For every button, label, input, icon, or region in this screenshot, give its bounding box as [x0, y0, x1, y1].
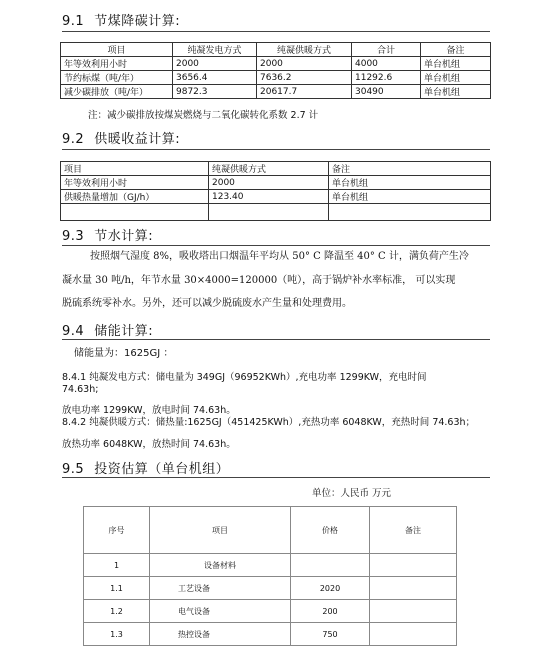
section-9-5-heading — [62, 458, 229, 477]
table-cell — [370, 554, 457, 577]
table-cell: 单台机组 — [329, 176, 491, 190]
table-row — [61, 85, 491, 99]
heating-mode-line: 放热功率 6048KW，放热时间 74.63h。 — [62, 439, 236, 450]
water-paragraph-line: 凝水量 30 吨/h，年节水量 30×4000=120000（吨），高于锅炉补水率标准， 可以实现 — [62, 275, 456, 286]
table-cell: 单台机组 — [421, 57, 491, 71]
table-row — [84, 554, 457, 577]
table-row — [84, 600, 457, 623]
table-cell — [370, 577, 457, 600]
power-mode-line: 74.63h; — [62, 384, 99, 395]
heading-rule — [62, 149, 490, 150]
header-cell: 纯凝供暖方式 — [209, 162, 329, 176]
table-cell: 年等效利用小时 — [61, 176, 209, 190]
table-cell: 1.3 — [84, 623, 150, 646]
table-cell: 热控设备 — [150, 623, 291, 646]
water-paragraph-line: 脱硫系统零补水。另外，还可以减少脱硫废水产生量和处理费用。 — [62, 298, 352, 309]
section-title: 投资估算（单台机组） — [94, 462, 230, 477]
table-header-row — [84, 507, 457, 554]
header-cell: 备注 — [421, 43, 491, 57]
table-cell: 2000 — [257, 57, 352, 71]
section-9-1-heading — [62, 10, 180, 29]
section-number: 9.4 — [62, 324, 85, 339]
table-cell: 供暖热量增加（GJ/h） — [61, 190, 209, 204]
table-cell: 4000 — [352, 57, 421, 71]
section-number: 9.3 — [62, 229, 85, 244]
table-cell: 1.2 — [84, 600, 150, 623]
heading-rule — [62, 31, 490, 32]
section-title: 节煤降碳计算: — [94, 14, 181, 29]
section-number: 9.5 — [62, 462, 85, 477]
header-cell: 价格 — [291, 507, 370, 554]
table-cell: 工艺设备 — [150, 577, 291, 600]
heating-revenue-table — [60, 161, 491, 221]
table-cell: 2000 — [209, 176, 329, 190]
table-cell: 年等效利用小时 — [61, 57, 173, 71]
table-cell: 电气设备 — [150, 600, 291, 623]
heating-mode-line: 8.4.2 纯凝供暖方式：储热量:1625GJ（451425KWh）,充热功率 6048KW，充热时间 74.63h； — [62, 417, 476, 428]
table-cell — [329, 204, 491, 221]
table-cell — [209, 204, 329, 221]
table-cell: 减少碳排放（吨/年） — [61, 85, 173, 99]
table-cell: 设备材料 — [150, 554, 291, 577]
table-cell: 7636.2 — [257, 71, 352, 85]
table-row — [61, 176, 491, 190]
section-9-2-heading — [62, 128, 180, 147]
header-cell: 项目 — [61, 43, 173, 57]
section-title: 供暖收益计算: — [94, 132, 181, 147]
header-cell: 备注 — [329, 162, 491, 176]
table-cell: 9872.3 — [173, 85, 257, 99]
table-cell: 1 — [84, 554, 150, 577]
table-row — [61, 57, 491, 71]
table-header-row — [61, 43, 491, 57]
section-number: 9.2 — [62, 132, 85, 147]
power-mode-line: 放电功率 1299KW，放电时间 74.63h。 — [62, 405, 236, 416]
table-cell: 3656.4 — [173, 71, 257, 85]
power-mode-line: 8.4.1 纯凝发电方式：储电量为 349GJ（96952KWh）,充电功率 1299KW，充电时间 — [62, 372, 427, 383]
section-title: 节水计算: — [94, 229, 154, 244]
unit-label: 单位：人民币 万元 — [312, 488, 392, 499]
investment-table — [83, 506, 457, 646]
table-cell: 2000 — [173, 57, 257, 71]
section-9-3-heading — [62, 225, 153, 244]
header-cell: 项目 — [150, 507, 291, 554]
header-cell: 备注 — [370, 507, 457, 554]
table-row — [84, 623, 457, 646]
table-cell: 单台机组 — [421, 71, 491, 85]
table-cell: 11292.6 — [352, 71, 421, 85]
section-9-4-heading — [62, 320, 153, 339]
table-cell: 123.40 — [209, 190, 329, 204]
header-cell: 序号 — [84, 507, 150, 554]
table-row — [61, 71, 491, 85]
heading-rule — [62, 477, 490, 478]
table-cell: 200 — [291, 600, 370, 623]
table-row — [61, 190, 491, 204]
table-cell: 1.1 — [84, 577, 150, 600]
table-cell: 单台机组 — [421, 85, 491, 99]
table-cell: 单台机组 — [329, 190, 491, 204]
table-cell: 节约标煤（吨/年） — [61, 71, 173, 85]
carbon-saving-table — [60, 42, 491, 99]
header-cell: 合计 — [352, 43, 421, 57]
table-cell: 20617.7 — [257, 85, 352, 99]
table-header-row — [61, 162, 491, 176]
water-paragraph-line: 按照烟气湿度 8%，吸收塔出口烟温年平均从 50° C 降温至 40° C 计，满负荷产生冷 — [90, 251, 469, 262]
table-cell: 2020 — [291, 577, 370, 600]
table-cell — [370, 623, 457, 646]
header-cell: 纯凝发电方式 — [173, 43, 257, 57]
header-cell: 纯凝供暖方式 — [257, 43, 352, 57]
table-row — [84, 577, 457, 600]
header-cell: 项目 — [61, 162, 209, 176]
table-note: 注：减少碳排放按煤炭燃烧与二氧化碳转化系数 2.7 计 — [88, 110, 319, 121]
section-number: 9.1 — [62, 14, 85, 29]
table-cell — [370, 600, 457, 623]
table-cell — [291, 554, 370, 577]
heading-rule — [62, 339, 490, 340]
table-cell — [61, 204, 209, 221]
table-cell: 750 — [291, 623, 370, 646]
section-title: 储能计算: — [94, 324, 154, 339]
table-cell: 30490 — [352, 85, 421, 99]
table-row — [61, 204, 491, 221]
storage-capacity: 储能量为：1625GJ ： — [74, 348, 174, 359]
